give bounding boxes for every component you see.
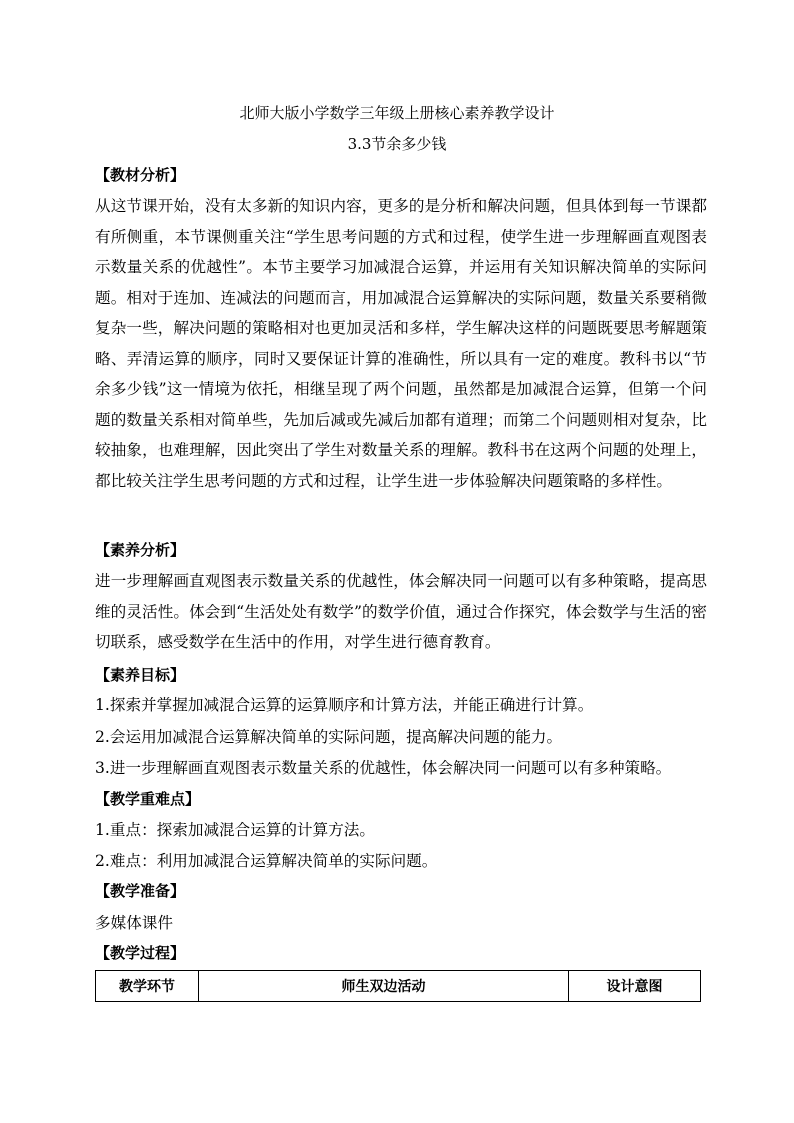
heading-textbook-analysis: 【教材分析】 [95,166,186,184]
goal-item: 1.探索并掌握加减混合运算的运算顺序和计算方法，并能正确进行计算。 [95,696,594,714]
table-header-row [96,971,701,1002]
key-point-item: 2.难点：利用加减混合运算解决简单的实际问题。 [95,852,438,870]
goal-item: 3.进一步理解画直观图表示数量关系的优越性，体会解决同一问题可以有多种策略。 [95,759,672,777]
heading-key-points: 【教学重难点】 [95,790,201,808]
table-header-intent: 设计意图 [569,971,701,1002]
heading-literacy-analysis: 【素养分析】 [95,541,186,559]
heading-preparation: 【教学准备】 [95,882,186,900]
key-point-item: 1.重点：探索加减混合运算的计算方法。 [95,821,375,839]
table-header-activities: 师生双边活动 [199,971,569,1002]
teaching-process-table [95,970,701,1002]
heading-process: 【教学过程】 [95,944,186,962]
table-header-stage: 教学环节 [96,971,199,1002]
goal-item: 2.会运用加减混合运算解决简单的实际问题，提高解决问题的能力。 [95,728,563,746]
document-title: 北师大版小学数学三年级上册核心素养教学设计 [239,104,555,122]
textbook-analysis-body: 从这节课开始，没有太多新的知识内容，更多的是分析和解决问题，但具体到每一节课都有所侧重，本节课侧重关注“学生思考问题的方式和过程，使学生进一步理解画直观图表示数量关系的优越性”。本节主要学习加减混合运算，并运用有关知识解决简单的实际问题。相对于连加、连减法的问题而言，用加减混合运算解决的实际问题，数量关系要稍微复杂一些，解决问题的策略相对也更加灵活和多样，学生解决这样的问题既要思考解题策略、弄清运算的顺序，同时又要保证计算的准确性，所以具有一定的难度。教科书以“节余多少钱”这一情境为依托，相继呈现了两个问题，虽然都是加减混合运算，但第一个问题的数量关系相对简单些，先加后减或先减后加都有道理；而第二个问题则相对复杂，比较抽象，也难理解，因此突出了学生对数量关系的理解。教科书在这两个问题的处理上，都比较关注学生思考问题的方式和过程，让学生进一步体验解决问题策略的多样性。 [95,197,707,490]
lesson-title: 3.3节余多少钱 [347,135,447,153]
literacy-analysis-body: 进一步理解画直观图表示数量关系的优越性，体会解决同一问题可以有多种策略，提高思维的灵活性。体会到“生活处处有数学”的数学价值，通过合作探究，体会数学与生活的密切联系，感受数学在生活中的作用，对学生进行德育教育。 [95,572,707,651]
heading-literacy-goals: 【素养目标】 [95,666,186,684]
preparation-body: 多媒体课件 [95,914,173,932]
